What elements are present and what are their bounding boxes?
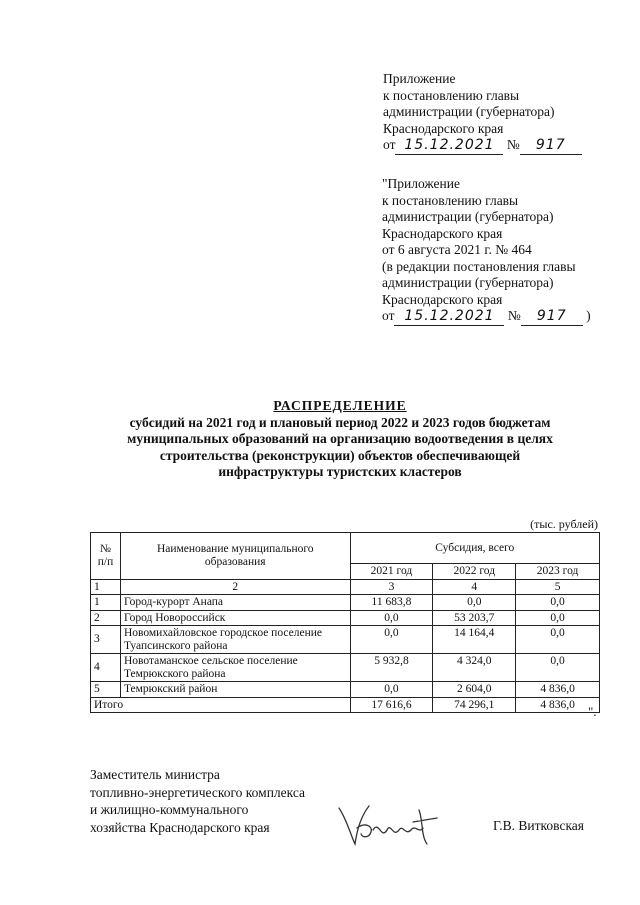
header-num: № п/п [91, 533, 121, 580]
column-number: 5 [516, 579, 600, 595]
closing-quote-mark: ". [588, 704, 597, 719]
row-value-2021: 0,0 [350, 682, 433, 698]
signer-line: Заместитель министра [90, 767, 220, 782]
table-row [91, 595, 600, 611]
header-year: 2023 год [516, 564, 600, 580]
heading-line: муниципальных образований на организацию водоотведения в целях [127, 431, 553, 446]
table-header-row [91, 533, 600, 564]
row-value-2022: 0,0 [433, 595, 516, 611]
row-value-2021: 5 932,8 [350, 654, 433, 682]
row-value-2021: 0,0 [350, 610, 433, 626]
units-label: (тыс. рублей) [530, 517, 598, 531]
row-num: 3 [91, 626, 121, 654]
row-name: Город-курорт Анапа [120, 595, 350, 611]
row-value-2021: 11 683,8 [350, 595, 433, 611]
signer-name: Г.В. Витковская [493, 818, 585, 833]
column-number: 3 [350, 579, 433, 595]
appendix-line: администрации (губернатора) [382, 209, 554, 224]
row-name: Новомихайловское городское поселение Туапсинского района [120, 626, 350, 654]
heading-line: инфраструктуры туристских кластеров [218, 464, 462, 479]
appendix-line: от 6 августа 2021 г. № 464 [382, 242, 532, 257]
table-row [91, 654, 600, 682]
row-num: 4 [91, 654, 121, 682]
header-year: 2021 год [350, 564, 433, 580]
handwritten-date: 15.12.2021 [394, 308, 504, 326]
row-num: 2 [91, 610, 121, 626]
document-heading [80, 398, 600, 481]
signer-line: топливно-энергетического комплекса [90, 784, 306, 800]
column-number: 2 [120, 579, 350, 595]
handwritten-number: 917 [521, 308, 583, 326]
appendix-line: Краснодарского края [382, 291, 503, 307]
table-row [91, 626, 600, 654]
total-value-2023: 4 836,0 [516, 697, 600, 713]
appendix-line: администрации (губернатора) [383, 104, 555, 119]
handwritten-date: 15.12.2021 [395, 137, 503, 155]
signer-position [90, 766, 305, 836]
heading-line: субсидий на 2021 год и плановый период 2022 и 2023 годов бюджетам [129, 414, 551, 430]
total-label: Итого [91, 697, 351, 713]
table-row [91, 682, 600, 698]
appendix-line: "Приложение [382, 176, 460, 191]
appendix-date-line [383, 137, 582, 155]
header-year: 2022 год [433, 564, 516, 580]
date-prefix: от [382, 308, 395, 323]
appendix-line: Краснодарского края [382, 225, 503, 241]
appendix-line: Краснодарского края [383, 120, 504, 136]
row-value-2022: 53 203,7 [433, 610, 516, 626]
subsidy-table [90, 532, 600, 713]
row-value-2023: 0,0 [516, 654, 600, 682]
handwritten-signature-icon [335, 800, 445, 850]
row-value-2022: 14 164,4 [433, 626, 516, 654]
total-value-2021: 17 616,6 [350, 697, 433, 713]
number-prefix: № [506, 137, 520, 152]
handwritten-number: 917 [520, 137, 582, 155]
row-value-2022: 4 324,0 [433, 654, 516, 682]
row-value-2023: 0,0 [516, 595, 600, 611]
column-number-row [91, 579, 600, 595]
appendix-header-original [382, 176, 591, 326]
column-number: 1 [91, 579, 121, 595]
row-value-2023: 0,0 [516, 610, 600, 626]
row-value-2022: 2 604,0 [433, 682, 516, 698]
total-value-2022: 74 296,1 [433, 697, 516, 713]
header-subsidy: Субсидия, всего [350, 533, 599, 564]
appendix-line: администрации (губернатора) [382, 275, 554, 290]
signer-line: и жилищно-коммунального [90, 802, 249, 817]
row-num: 5 [91, 682, 121, 698]
document-title: РАСПРЕДЕЛЕНИЕ [273, 398, 407, 413]
row-name: Темрюкский район [120, 682, 350, 698]
appendix-date-line [382, 308, 591, 326]
table-total-row [91, 697, 600, 713]
row-num: 1 [91, 595, 121, 611]
number-prefix: № [507, 308, 521, 323]
appendix-line: к постановлению главы [382, 192, 519, 208]
closing-paren: ) [586, 308, 591, 323]
table-row [91, 610, 600, 626]
row-name: Город Новороссийск [120, 610, 350, 626]
column-number: 4 [433, 579, 516, 595]
row-value-2021: 0,0 [350, 626, 433, 654]
header-name: Наименование муниципального образования [120, 533, 350, 580]
row-name: Новотаманское сельское поселение Темрюкского района [120, 654, 350, 682]
appendix-line: Приложение [383, 71, 456, 86]
heading-line: строительства (реконструкции) объектов обеспечивающей [159, 447, 521, 463]
row-value-2023: 4 836,0 [516, 682, 600, 698]
date-prefix: от [383, 137, 396, 152]
row-value-2023: 0,0 [516, 626, 600, 654]
appendix-header-current [383, 71, 582, 155]
appendix-line: к постановлению главы [383, 87, 520, 103]
appendix-line: (в редакции постановления главы [382, 258, 576, 274]
signer-line: хозяйства Краснодарского края [90, 819, 270, 835]
